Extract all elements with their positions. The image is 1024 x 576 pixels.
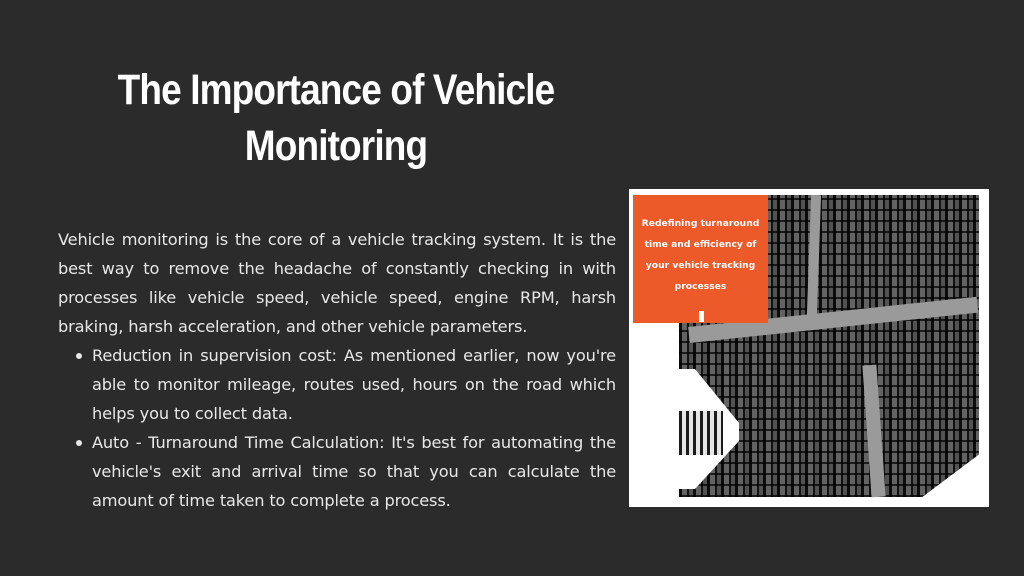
white-marker <box>699 311 704 322</box>
lot-fragment <box>679 411 723 455</box>
caption-line: your vehicle tracking <box>645 260 756 271</box>
bullet-item-supervision-cost: Reduction in supervision cost: As mentioned earlier, now you're able to monitor mileage, routes used, hours on the road which helps you to collect data. <box>74 341 616 428</box>
caption-line: Redefining turnaround <box>641 218 760 229</box>
caption-line: time and efficiency of <box>644 239 757 250</box>
bullet-item-turnaround-time: Auto - Turnaround Time Calculation: It's best for automating the vehicle's exit and arrival time so that you can calculate the amount of time taken to complete a process. <box>74 428 616 515</box>
parking-lot-image <box>629 189 989 507</box>
caption-line: processes <box>674 281 727 292</box>
body-text <box>58 225 616 515</box>
image-caption-box <box>633 195 768 323</box>
bullet-list <box>74 341 616 515</box>
slide-title: The Importance of Vehicle Monitoring <box>117 66 555 170</box>
intro-paragraph: Vehicle monitoring is the core of a vehicle tracking system. It is the best way to remove the headache of constantly checking in with processes like vehicle speed, vehicle speed, engine RPM, harsh braking, harsh acceleration, and other vehicle parameters. <box>58 230 616 336</box>
